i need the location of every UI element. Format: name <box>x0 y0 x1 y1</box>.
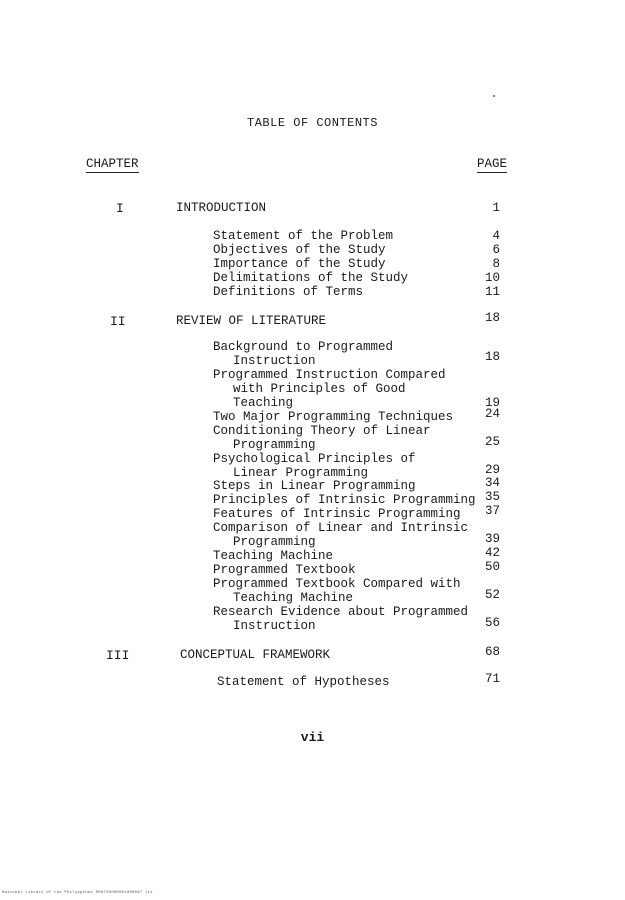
toc-entry-page: 4 <box>492 229 500 243</box>
toc-entry-line: Programmed Instruction Compared <box>213 368 446 382</box>
toc-entry <box>213 479 416 493</box>
chapter-page: 18 <box>484 311 500 325</box>
toc-entry <box>213 577 461 605</box>
toc-entry-line: Programmed Textbook Compared with <box>213 577 461 591</box>
toc-entry <box>213 424 431 452</box>
toc-entry-page: 42 <box>484 546 500 560</box>
toc-entry-line: Two Major Programming Techniques <box>213 410 454 424</box>
toc-entry-page: 19 <box>484 396 500 410</box>
toc-entry-line: Comparison of Linear and Intrinsic <box>213 521 469 535</box>
toc-entry-line: Background to Programmed <box>213 340 394 354</box>
toc-entry-page: 39 <box>484 532 500 546</box>
document-title: TABLE OF CONTENTS <box>247 116 378 130</box>
scan-footer: National Library of the Philippines RS0720000001000097 lii <box>2 891 153 895</box>
toc-entry-line: Teaching <box>233 396 294 410</box>
toc-entry <box>213 257 386 271</box>
toc-entry-line: Objectives of the Study <box>213 243 386 257</box>
toc-entry-page: 35 <box>484 490 500 504</box>
toc-entry-line: Delimitations of the Study <box>213 271 409 285</box>
toc-entry-line: Programming <box>233 535 316 549</box>
toc-entry-line: Linear Programming <box>233 466 369 480</box>
toc-entry <box>213 493 476 507</box>
toc-entry-line: Statement of the Problem <box>213 229 394 243</box>
toc-entry-page: 24 <box>484 407 500 421</box>
toc-entry-line: Steps in Linear Programming <box>213 479 416 493</box>
toc-entry <box>213 452 416 480</box>
toc-entry-line: with Principles of Good <box>233 382 406 396</box>
toc-entry <box>213 285 363 299</box>
chapter-title: INTRODUCTION <box>176 201 267 215</box>
chapter-title: CONCEPTUAL FRAMEWORK <box>180 648 331 662</box>
toc-entry-page: 37 <box>484 504 500 518</box>
chapter-page: 68 <box>484 645 500 659</box>
toc-entry-page: 56 <box>484 616 500 630</box>
toc-entry-line: Conditioning Theory of Linear <box>213 424 431 438</box>
chapter-number: III <box>106 648 130 663</box>
toc-entry-page: 6 <box>492 243 500 257</box>
toc-entry <box>213 410 453 424</box>
toc-entry-page: 50 <box>484 560 500 574</box>
toc-entry <box>213 549 333 563</box>
toc-entry-line: Research Evidence about Programmed <box>213 605 469 619</box>
toc-entry <box>213 605 468 633</box>
toc-entry-line: Teaching Machine <box>233 591 354 605</box>
toc-entry-line: Programmed Textbook <box>213 563 356 577</box>
toc-entry-page: 8 <box>492 257 500 271</box>
toc-entry <box>213 368 446 410</box>
page-number: vii <box>300 730 325 745</box>
toc-entry <box>213 563 356 577</box>
toc-entry-line: Importance of the Study <box>213 257 386 271</box>
toc-entry-line: Teaching Machine <box>213 549 334 563</box>
toc-entry <box>213 507 461 521</box>
toc-entry <box>217 675 390 689</box>
toc-entry-line: Instruction <box>233 354 316 368</box>
toc-entry-page: 29 <box>484 463 500 477</box>
toc-entry <box>213 340 393 368</box>
toc-entry <box>213 243 386 257</box>
toc-entry-line: Programming <box>233 438 316 452</box>
toc-entry-line: Definitions of Terms <box>213 285 364 299</box>
toc-entry-line: Statement of Hypotheses <box>217 675 390 689</box>
toc-entry-line: Psychological Principles of <box>213 452 416 466</box>
toc-entry-page: 71 <box>484 672 500 686</box>
page-column-header: PAGE <box>477 157 508 171</box>
toc-entry-page: 18 <box>484 350 500 364</box>
chapter-number: I <box>116 201 124 216</box>
toc-entry-page: 25 <box>484 435 500 449</box>
toc-entry-page: 52 <box>484 588 500 602</box>
chapter-column-header: CHAPTER <box>86 157 139 171</box>
toc-entry-page: 34 <box>484 476 500 490</box>
toc-entry-page: 10 <box>484 271 500 285</box>
toc-entry-line: Instruction <box>233 619 316 633</box>
chapter-number: II <box>110 314 126 329</box>
toc-entry-line: Features of Intrinsic Programming <box>213 507 461 521</box>
toc-entry-page: 11 <box>484 285 500 299</box>
toc-entry <box>213 229 393 243</box>
speck-mark <box>493 95 495 97</box>
toc-entry <box>213 271 408 285</box>
chapter-title: REVIEW OF LITERATURE <box>176 314 327 328</box>
toc-entry-line: Principles of Intrinsic Programming <box>213 493 476 507</box>
toc-entry <box>213 521 468 549</box>
chapter-page: 1 <box>492 201 500 215</box>
